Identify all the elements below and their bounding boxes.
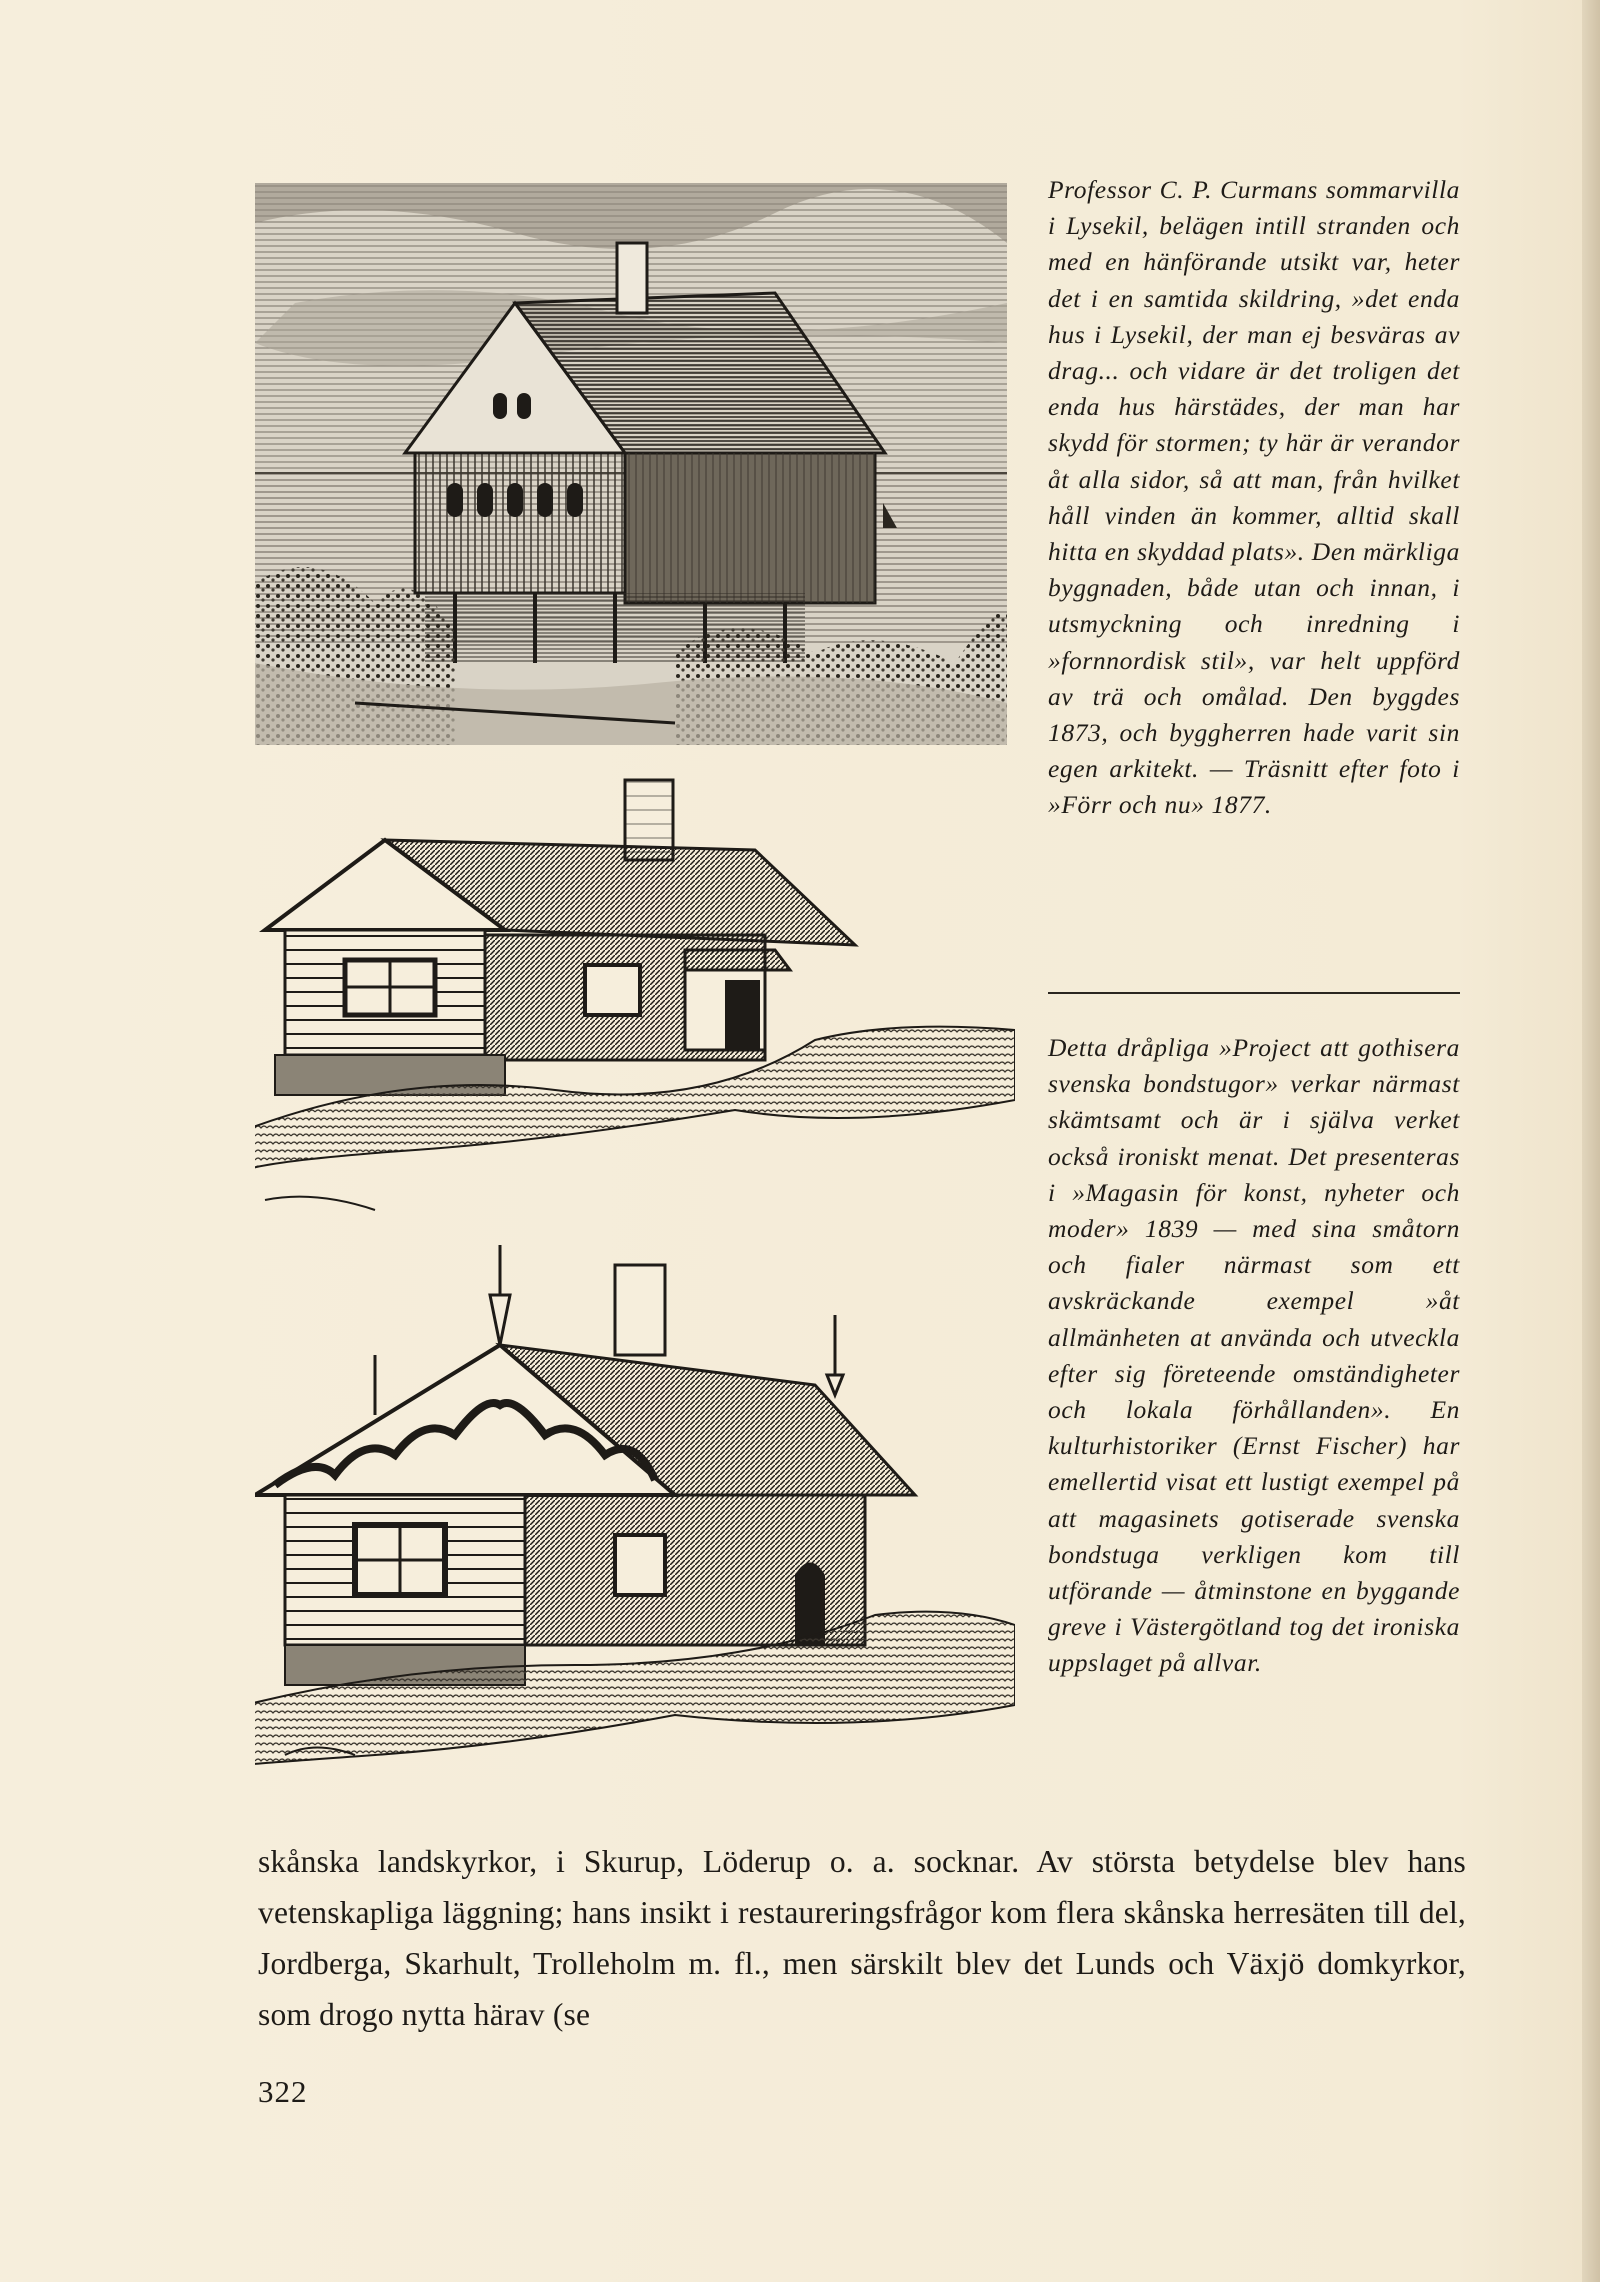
caption-divider [1048,992,1460,994]
gothic-cottage-drawing [255,1235,1015,1775]
page-edge [1582,0,1600,2282]
villa-engraving [255,183,1007,745]
caption-gothic-cottage: Detta dråpliga »Project att gothisera svenska bondstugor» verkar närmast skämtsamt och är i själva verket också ironiskt menat. Det presenteras i »Magasin för konst, nyheter och moder» 1839 — med sina småtorn och fialer närmast som ett avskräckande exempel »åt allmänheten at använda och utveckla efter sig företeende omständigheter och lokala förhållanden». En kulturhistoriker (Ernst Fischer) har emellertid visat ett lustigt exempel på att magasinets gotiserade svenska bondstuga verkligen kom till utförande — åtminstone en byggande greve i Västergötland tog det ironiska uppslaget på allvar. [1048,1033,1460,1678]
caption-villa: Professor C. P. Curmans sommarvilla i Lysekil, belägen intill stranden och med en hänförande utsikt var, heter det i en samtida skildring, »det enda hus i Lysekil, der man ej besväras av drag... och vidare är det troligen det enda hus härstädes, der man har skydd för stormen; ty här är verandor åt alla sidor, så att man, från hvilket håll vinden än kommer, alltid skall hitta en skyddad plats». Den märkliga byggnaden, både utan och innan, i utsmyckning och inredning i »fornnordisk stil», var helt uppförd av trä och omålad. Den byggdes 1873, och byggherren hade varit sin egen arkitekt. — Träsnitt efter foto i »Förr och nu» 1877. [1048,175,1460,820]
page-number: 322 [258,2074,308,2109]
body-paragraph: skånska landskyrkor, i Skurup, Löderup o. a. socknar. Av största betydelse blev hans vetenskapliga läggning; hans insikt i restaureringsfrågor kom flera skånska herresäten till del, Jordberga, Skarhult, Trolleholm m. fl., men särskilt blev det Lunds och Växjö domkyrkor, som drogo nytta härav (se [258,1844,1466,2032]
cottage-drawing [255,770,1015,1225]
